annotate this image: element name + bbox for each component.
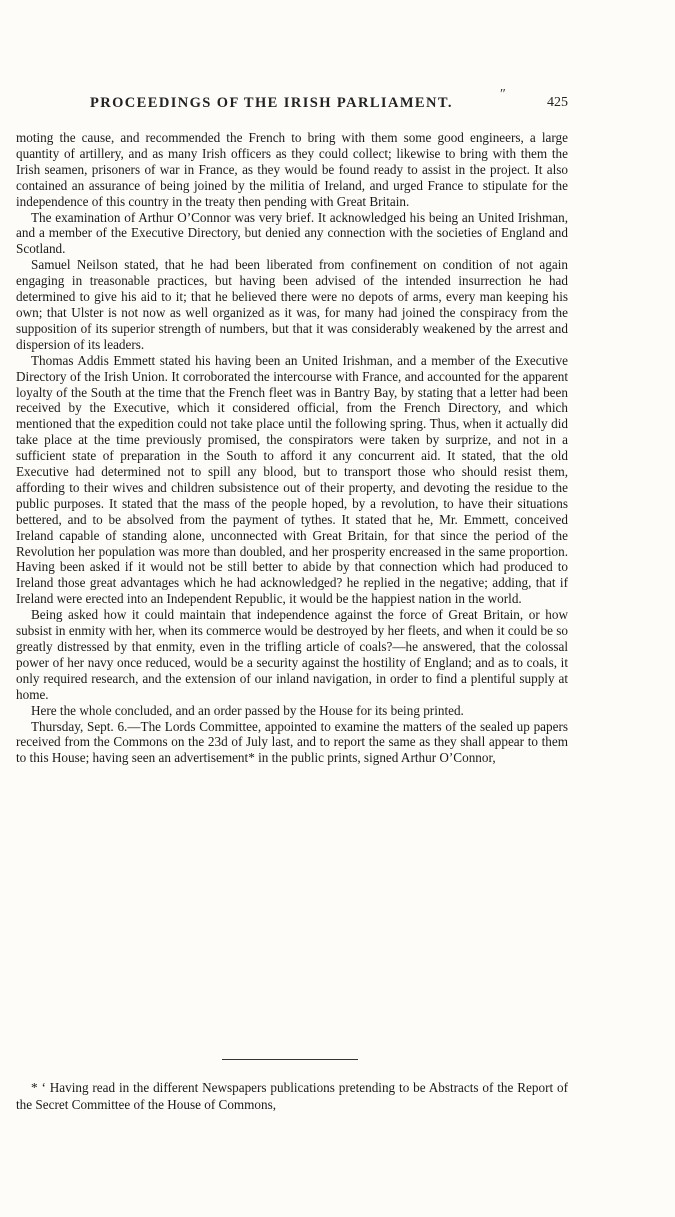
paragraph-thursday: Thursday, Sept. 6.—The Lords Committee, appointed to examine the matters of the sealed up papers received from the Commons on the 23d of July last, and to report the same as they shall appear to them to this House; having seen an advertisement* in the public prints, signed Arthur O’Connor, — [16, 718, 568, 766]
page-number: 425 — [547, 95, 568, 110]
footnote: * ‘ Having read in the different Newspapers publications pretending to be Abstracts of the Report of the Secret Committee of the House of Commons, — [16, 1080, 568, 1112]
paragraph-conclusion: Here the whole concluded, and an order passed by the House for its being printed. — [31, 702, 464, 718]
paragraph-emmett: Thomas Addis Emmett stated his having been an United Irishman, and a member of the Executive Directory of the Irish Union. It corroborated the intercourse with France, and accounted for the apparent loyalty of the South at the time that the French fleet was in Bantry Bay, by stating that a letter had been received by the Executive, which it considered official, from the French Directory, and which mentioned that the expedition could not take place until the following spring. Thus, when it actually did take place at the time previously promised, the conspirators were taken by surprize, and not in a sufficient state of preparation in the South to afford it any concurrent aid. It stated, that the old Executive had determined not to spill any blood, but to transport those who should resist them, affording to their wives and children subsistence out of their property, and devoting the residue to the public purposes. It stated that the mass of the people hoped, by a revolution, to have their situations bettered, and to be absolved from the payment of tythes. It stated that he, Mr. Emmett, conceived Ireland capable of standing alone, unconnected with Great Britain, for that since the period of the Revolution her population was more than doubled, and her prosperity encreased in the same proportion. Having been asked if it would not be still better to abide by that connection which had produced to Ireland those great advantages which he had acknowledged? he replied in the negative; adding, that if Ireland were erected into an Independent Republic, it would be the happiest nation in the world. — [16, 352, 568, 607]
footnote-rule — [222, 1059, 358, 1060]
paragraph-oconnor: The examination of Arthur O’Connor was very brief. It acknowledged his being an United Irishman, and a member of the Executive Directory, but denied any connection with the societies of England and Scotland. — [16, 209, 568, 257]
paragraph-continuation: moting the cause, and recommended the French to bring with them some good engineers, a large quantity of artillery, and as many Irish officers as they could collect; likewise to bring with them the Irish seamen, prisoners of war in France, as they would be found ready to assist in the project. It also contained an assurance of being joined by the militia of Ireland, and urged France to stipulate for the independence of this country in the treaty then pending with Great Britain. — [16, 130, 568, 209]
running-head: PROCEEDINGS OF THE IRISH PARLIAMENT. — [90, 95, 453, 111]
body-text — [16, 130, 568, 766]
page-header — [16, 87, 568, 115]
header-mark: ″ — [500, 87, 506, 102]
paragraph-neilson: Samuel Neilson stated, that he had been liberated from confinement on condition of not again engaging in treasonable practices, but having been advised of the intended insurrection he had determined to give his aid to it; that he believed there were no depots of arms, every man keeping his own; that Ulster is not now as well organized as it was, for many had joined the conspiracy from the supposition of its superior strength of numbers, but that it was considerably weakened by the arrest and dispersion of its leaders. — [16, 257, 568, 352]
paragraph-independence: Being asked how it could maintain that independence against the force of Great Britain, or how subsist in enmity with her, when its commerce would be destroyed by her fleets, and when it could be so greatly distressed by that enmity, even in the trifling article of coals?—he answered, that the colossal power of her navy once reduced, would be a security against the hostility of England; and as to coals, it only required research, and the extension of our inland navigation, in order to find a plentiful supply at home. — [16, 607, 568, 702]
